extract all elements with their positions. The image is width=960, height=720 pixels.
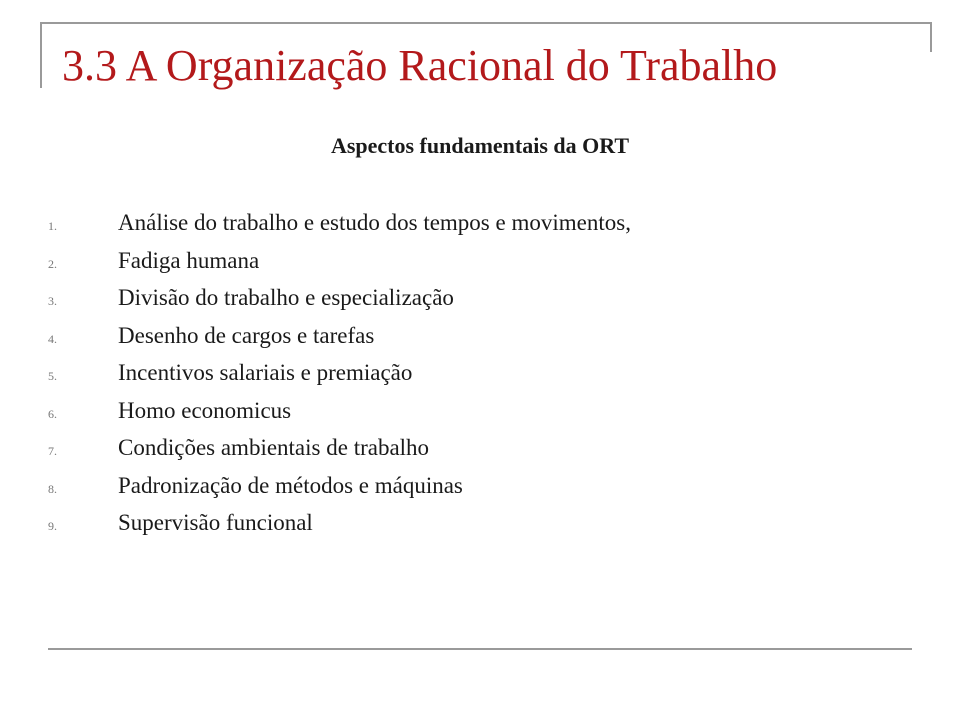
frame-left-line [40,22,42,88]
frame-right-line [930,22,932,52]
list-item-text: Padronização de métodos e máquinas [118,472,463,498]
slide-subtitle: Aspectos fundamentais da ORT [330,133,630,158]
frame-top-line [40,22,932,24]
list-item-number: 5. [48,369,57,383]
list-item-text: Análise do trabalho e estudo dos tempos e movimentos, [118,210,631,235]
list-item-text: Condições ambientais de trabalho [118,435,430,460]
list-item-number: 8. [48,481,57,496]
frame-bottom-line [48,648,912,650]
list-item-number: 1. [48,219,57,233]
list-item-text: Supervisão funcional [118,510,313,535]
list-item-number: 4. [48,331,57,346]
list-item-text: Divisão do trabalho e especialização [118,285,454,310]
list-item-number: 9. [48,519,57,533]
list-item-text: Incentivos salariais e premiação [118,360,413,385]
slide-title: 3.3 A Organização Racional do Trabalho [62,41,778,90]
list-item-number: 3. [48,294,57,308]
list-item-number: 7. [48,444,57,458]
list-item-text: Desenho de cargos e tarefas [118,322,375,348]
list-item-text: Fadiga humana [118,247,260,273]
list-item-text: Homo economicus [118,397,292,423]
list-item-number: 6. [48,406,57,421]
list-item-number: 2. [48,256,57,271]
